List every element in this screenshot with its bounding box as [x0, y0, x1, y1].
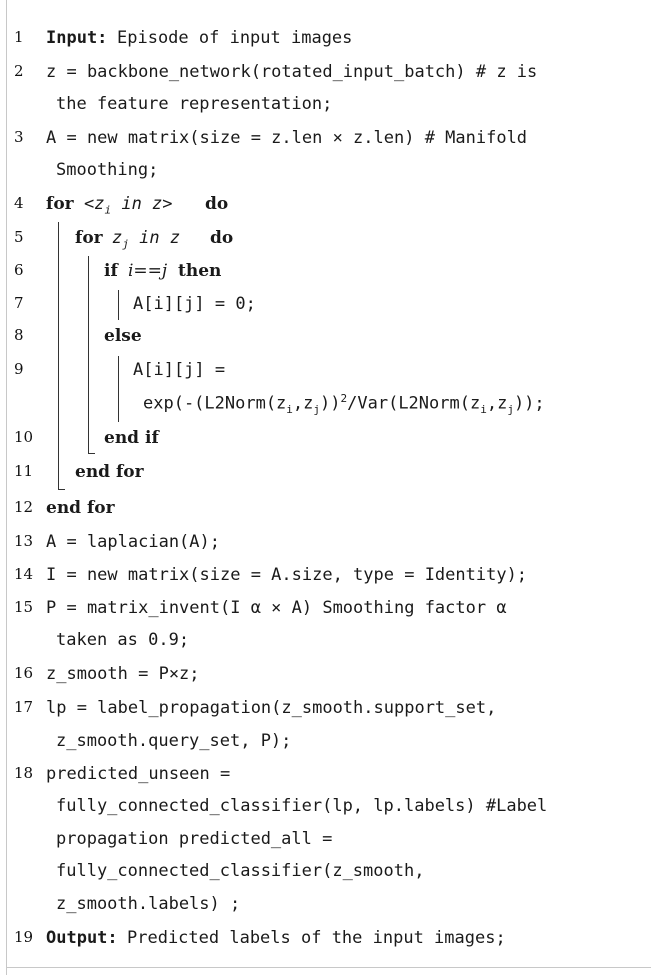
- line-text: fully_connected_classifier(lp, lp.labels) #Label: [56, 796, 548, 816]
- line-number: 12: [14, 498, 34, 516]
- line-number: 16: [14, 664, 34, 682]
- line-text: Episode of input images: [117, 28, 353, 48]
- loop-variable: $z_j$ in z: [112, 228, 181, 251]
- line-number: 5: [14, 228, 24, 246]
- keyword-else: else: [104, 326, 142, 346]
- line-number: 1: [14, 28, 24, 46]
- line-number: 2: [14, 62, 24, 80]
- line-text: Smoothing;: [56, 160, 159, 180]
- line-text: propagation predicted_all =: [56, 829, 333, 849]
- keyword-output: Output:: [46, 928, 118, 948]
- line-number: 17: [14, 698, 34, 716]
- line-text: A = laplacian(A);: [46, 532, 220, 552]
- line-number: 15: [14, 598, 34, 616]
- else-block-bar: [118, 356, 119, 422]
- line-text: z = backbone_network(rotated_input_batch) # z is: [46, 62, 538, 82]
- line-text: lp = label_propagation(z_smooth.support_set,: [46, 698, 497, 718]
- keyword-end-if: end if: [104, 428, 159, 448]
- line-text: taken as 0.9;: [56, 630, 190, 650]
- for-inner-block-bar: [88, 256, 89, 454]
- keyword-then: then: [178, 261, 222, 281]
- line-number: 10: [14, 428, 34, 446]
- line-text: P = matrix_invent(I α × A) Smoothing factor α: [46, 598, 507, 618]
- line-number: 11: [14, 462, 34, 480]
- formula-text: $\exp(-(L2Norm(z_i,z_j))^2/Var(L2Norm(z_i,z_j))$;: [143, 392, 545, 417]
- keyword-do: do: [205, 194, 229, 214]
- for-outer-block-bar: [58, 222, 59, 490]
- line-number: 6: [14, 261, 24, 279]
- line-text: z_smooth.labels) ;: [56, 894, 241, 914]
- line-number: 9: [14, 360, 24, 378]
- keyword-input: Input:: [46, 28, 108, 48]
- line-text: fully_connected_classifier(z_smooth,: [56, 861, 425, 881]
- keyword-end-for: end for: [75, 462, 144, 482]
- line-number: 4: [14, 194, 24, 212]
- loop-variable: $<z_i$ in z>: [84, 194, 173, 217]
- for-inner-block-end: [88, 453, 95, 454]
- if-condition: i==j: [128, 261, 168, 281]
- line-number: 14: [14, 565, 34, 583]
- line-text: the feature representation;: [56, 94, 333, 114]
- line-text: z_smooth.query_set, P);: [56, 731, 292, 751]
- line-number: 18: [14, 764, 34, 782]
- line-text: A[i][j] = 0;: [133, 294, 256, 314]
- line-number: 19: [14, 928, 34, 946]
- for-outer-block-end: [58, 489, 65, 490]
- if-block-bar: [118, 290, 119, 320]
- keyword-if: if: [104, 261, 118, 281]
- line-text: I = new matrix(size = A.size, type = Identity);: [46, 565, 528, 585]
- line-text: A = new matrix(size = z.len × z.len) # Manifold: [46, 128, 528, 148]
- keyword-do: do: [210, 228, 234, 248]
- keyword-for: for: [75, 228, 103, 248]
- line-number: 7: [14, 294, 24, 312]
- line-number: 3: [14, 128, 24, 146]
- line-text: predicted_unseen =: [46, 764, 231, 784]
- line-number: 13: [14, 532, 34, 550]
- keyword-for: for: [46, 194, 74, 214]
- line-text: z_smooth = P×z;: [46, 664, 200, 684]
- line-number: 8: [14, 326, 24, 344]
- keyword-end-for: end for: [46, 498, 115, 518]
- line-text: Predicted labels of the input images;: [127, 928, 506, 948]
- line-text: A[i][j] =: [133, 360, 226, 380]
